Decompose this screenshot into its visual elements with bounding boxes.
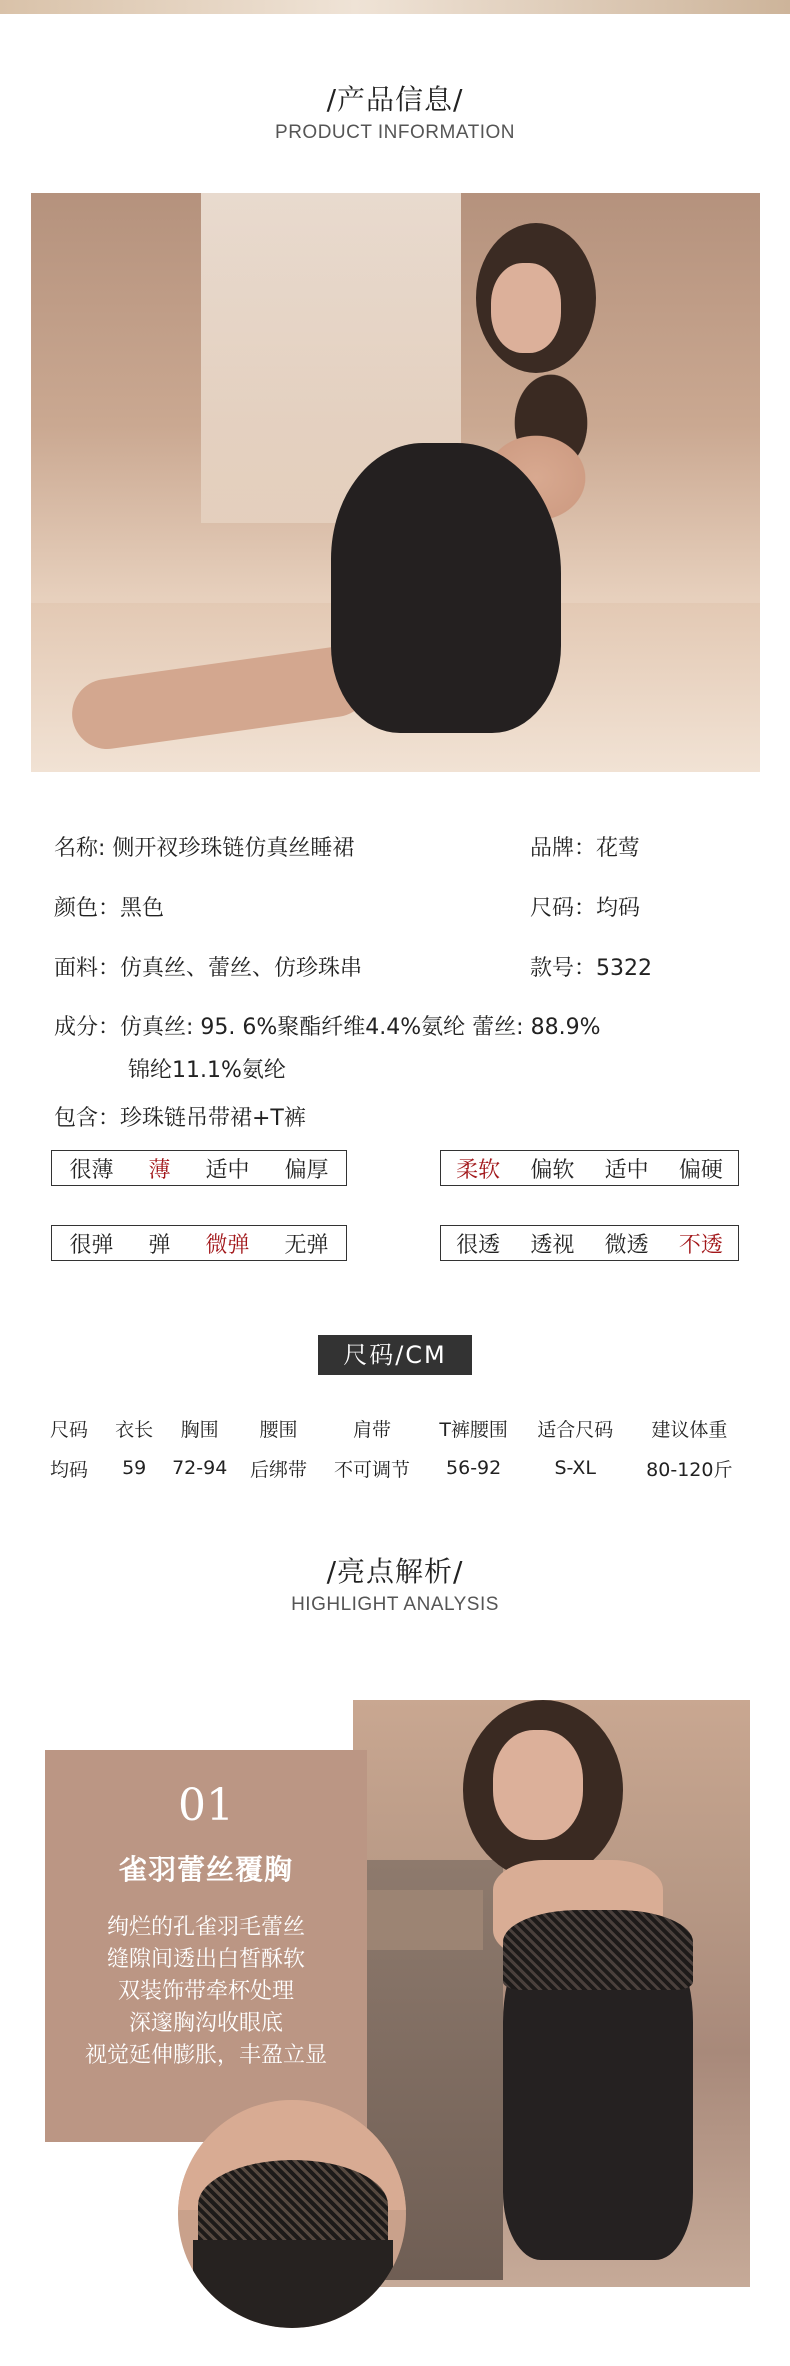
scale-option: 偏软 — [530, 1157, 575, 1183]
size-table-row — [40, 1448, 750, 1488]
scale-option: 偏硬 — [678, 1157, 723, 1183]
black-satin-dress — [331, 443, 561, 733]
size-header-cell: 适合尺码 — [537, 1418, 614, 1441]
lace-detail-closeup — [178, 2100, 406, 2328]
scale-option: 微透 — [604, 1232, 649, 1258]
scale-option: 很弹 — [69, 1232, 114, 1258]
scale-option: 弹 — [148, 1232, 171, 1258]
size-cell: 80-120斤 — [646, 1458, 733, 1481]
spec-model: 款号：5322 — [530, 956, 652, 981]
size-cell: 不可调节 — [334, 1458, 411, 1481]
size-cell: 56-92 — [446, 1457, 502, 1479]
scale-option-selected: 柔软 — [456, 1157, 501, 1183]
closeup-lace — [198, 2160, 388, 2250]
size-cell: 72-94 — [172, 1457, 228, 1479]
size-cell: 后绑带 — [250, 1458, 308, 1481]
scale-option: 偏厚 — [284, 1157, 329, 1183]
size-header-cell: 肩带 — [353, 1418, 392, 1441]
highlight-subtitle: HIGHLIGHT ANALYSIS — [291, 1594, 499, 1615]
size-cell: 59 — [122, 1457, 147, 1479]
feature-name: 雀羽蕾丝覆胸 — [118, 1853, 293, 1886]
top-image-strip — [0, 0, 790, 14]
size-header-cell: 腰围 — [259, 1418, 298, 1441]
closeup-dress — [193, 2240, 393, 2328]
softness-scale — [440, 1150, 739, 1186]
highlight-title: /亮点解析/ — [326, 1555, 464, 1588]
size-header-cell: 尺码 — [50, 1418, 89, 1441]
spec-color: 颜色：黑色 — [54, 896, 165, 921]
product-info-title: /产品信息/ — [326, 83, 464, 116]
elasticity-scale — [51, 1225, 347, 1261]
size-header-cell: T裤腰围 — [439, 1418, 508, 1441]
feature-line: 缝隙间透出白皙酥软 — [106, 1947, 305, 1972]
scale-option: 无弹 — [284, 1232, 329, 1258]
scale-option: 很透 — [456, 1232, 501, 1258]
transparency-scale — [440, 1225, 739, 1261]
feature-number: 01 — [178, 1780, 234, 1831]
hero-product-photo — [31, 193, 760, 772]
scale-option: 透视 — [530, 1232, 575, 1258]
size-table — [40, 1408, 750, 1488]
feature-line: 绚烂的孔雀羽毛蕾丝 — [106, 1915, 305, 1940]
model-face — [491, 263, 561, 353]
spec-composition-cont: 锦纶11.1%氨纶 — [128, 1058, 286, 1083]
size-header-cell: 衣长 — [115, 1418, 154, 1441]
scale-option: 适中 — [604, 1157, 649, 1183]
scale-option-selected: 微弹 — [205, 1232, 250, 1258]
thickness-scale — [51, 1150, 347, 1186]
feature-line: 视觉延伸膨胀，丰盈立显 — [84, 2043, 327, 2068]
spec-brand: 品牌：花莺 — [530, 836, 641, 861]
scale-option-selected: 薄 — [148, 1157, 171, 1183]
spec-name: 名称: 侧开衩珍珠链仿真丝睡裙 — [54, 836, 355, 861]
spec-composition: 成分：仿真丝: 95. 6%聚酯纤维4.4%氨纶 蕾丝: 88.9% — [54, 1015, 601, 1040]
size-table-header — [40, 1408, 750, 1448]
spec-material: 面料：仿真丝、蕾丝、仿珍珠串 — [54, 956, 363, 981]
feature-line: 双装饰带牵杯处理 — [117, 1979, 294, 2004]
spec-includes: 包含：珍珠链吊带裙+T裤 — [54, 1106, 306, 1131]
spec-size: 尺码：均码 — [530, 896, 641, 921]
side-table — [363, 1890, 483, 1950]
size-header-cell: 建议体重 — [651, 1418, 728, 1441]
scale-option: 适中 — [205, 1157, 250, 1183]
size-cell: S-XL — [554, 1457, 597, 1479]
size-header-cell: 胸围 — [180, 1418, 219, 1441]
highlight-photo — [353, 1700, 750, 2287]
product-info-subtitle: PRODUCT INFORMATION — [275, 122, 515, 143]
size-cell: 均码 — [50, 1458, 89, 1481]
scale-option-selected: 不透 — [678, 1232, 723, 1258]
lace-bodice — [503, 1910, 693, 1990]
size-section-label: 尺码/CM — [318, 1335, 472, 1375]
scale-option: 很薄 — [69, 1157, 114, 1183]
feature-line: 深邃胸沟收眼底 — [128, 2011, 283, 2036]
model-face — [493, 1730, 583, 1840]
